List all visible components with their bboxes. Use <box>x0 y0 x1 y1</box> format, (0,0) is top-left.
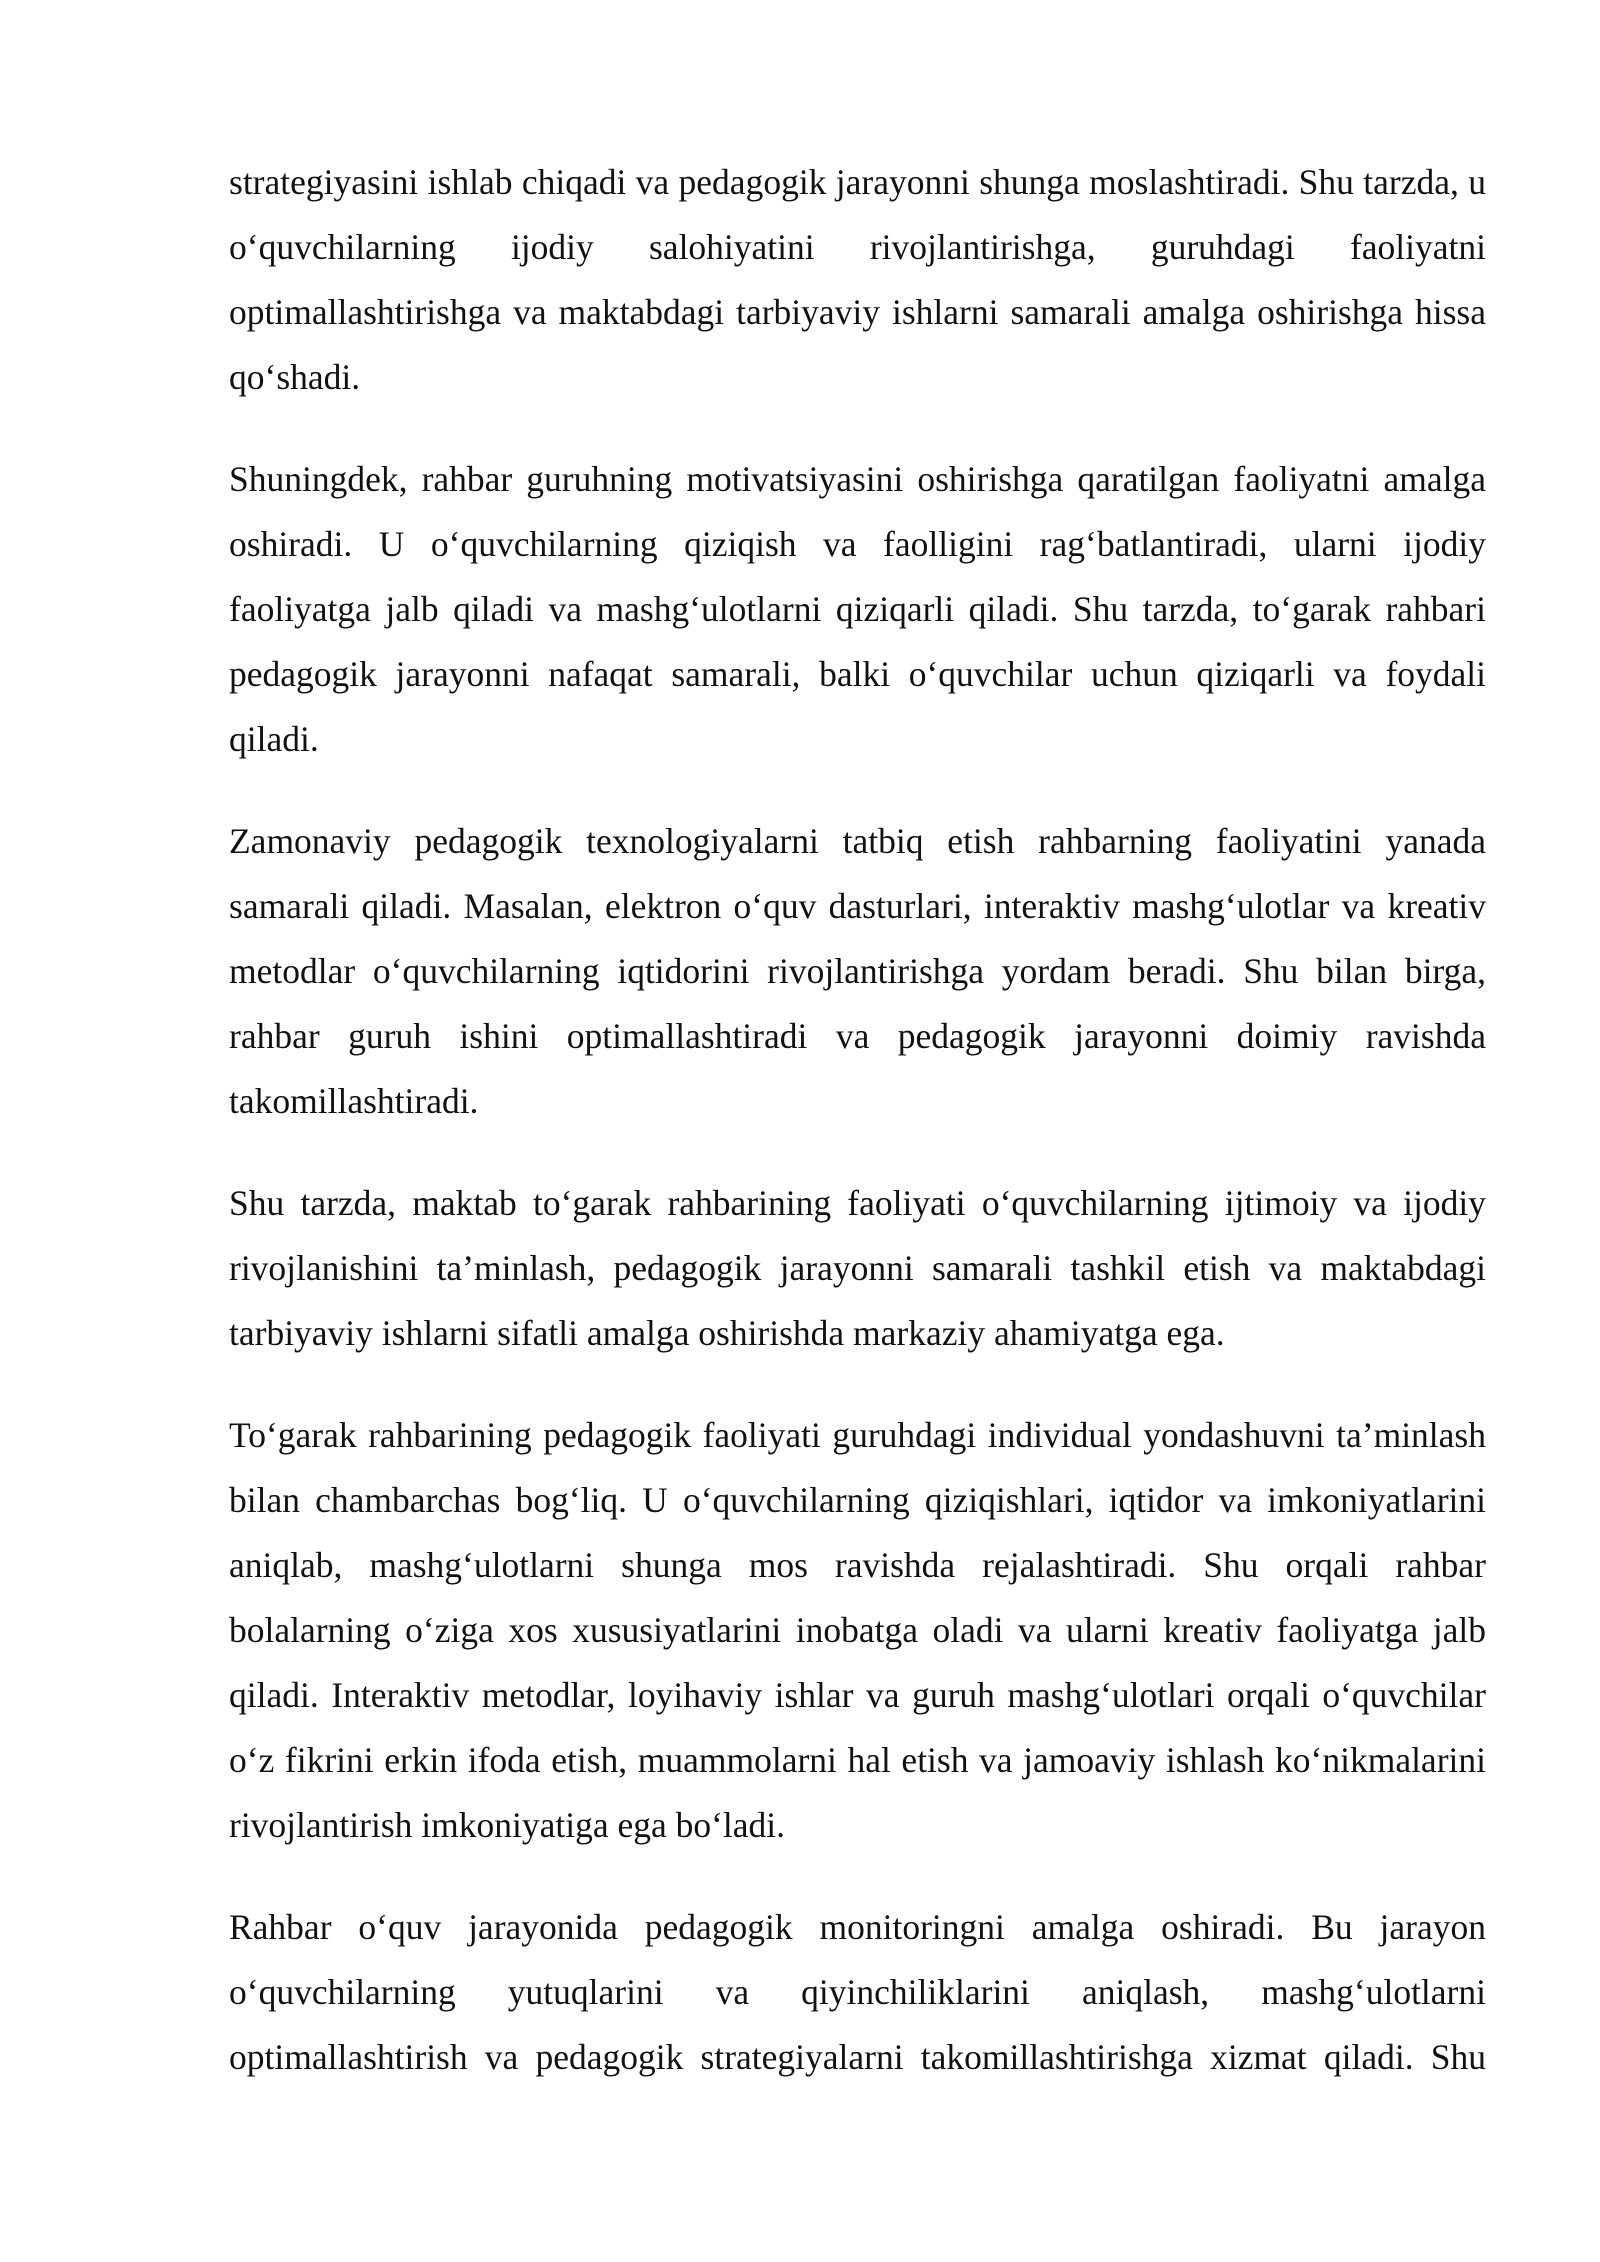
paragraph-6: Rahbar o‘quv jarayonida pedagogik monitoringni amalga oshiradi. Bu jarayon o‘quvchilarning yutuqlarini va qiyinchiliklarini aniqlash, mashg‘ulotlarni optimallashtirish va pedagogik strategiyalarni takomillashtirishga xizmat qiladi. Shu <box>229 1907 1486 2077</box>
paragraph-3: Zamonaviy pedagogik texnologiyalarni tatbiq etish rahbarning faoliyatini yanada samarali qiladi. Masalan, elektron o‘quv dasturlari, interaktiv mashg‘ulotlar va kreativ metodlar o‘quvchilarning iqtidorini rivojlantirishga yordam beradi. Shu bilan birga, rahbar guruh ishini optimallashtiradi va pedagogik jarayonni doimiy ravishda takomillashtiradi. <box>229 821 1486 1121</box>
paragraph-1: strategiyasini ishlab chiqadi va pedagogik jarayonni shunga moslashtiradi. Shu tarzda, u o‘quvchilarning ijodiy salohiyatini rivojlantirishga, guruhdagi faoliyatni optimallashtirishga va maktabdagi tarbiyaviy ishlarni samarali amalga oshirishga hissa qo‘shadi. <box>229 162 1486 397</box>
text-column <box>229 150 1486 2090</box>
paragraph-4: Shu tarzda, maktab to‘garak rahbarining faoliyati o‘quvchilarning ijtimoiy va ijodiy rivojlanishini ta’minlash, pedagogik jarayonni samarali tashkil etish va maktabdagi tarbiyaviy ishlarni sifatli amalga oshirishda markaziy ahamiyatga ega. <box>229 1183 1486 1353</box>
paragraph-2: Shuningdek, rahbar guruhning motivatsiyasini oshirishga qaratilgan faoliyatni amalga oshiradi. U o‘quvchilarning qiziqish va faolligini rag‘batlantiradi, ularni ijodiy faoliyatga jalb qiladi va mashg‘ulotlarni qiziqarli qiladi. Shu tarzda, to‘garak rahbari pedagogik jarayonni nafaqat samarali, balki o‘quvchilar uchun qiziqarli va foydali qiladi. <box>229 459 1486 759</box>
paragraph-5: To‘garak rahbarining pedagogik faoliyati guruhdagi individual yondashuvni ta’minlash bilan chambarchas bog‘liq. U o‘quvchilarning qiziqishlari, iqtidor va imkoniyatlarini aniqlab, mashg‘ulotlarni shunga mos ravishda rejalashtiradi. Shu orqali rahbar bolalarning o‘ziga xos xususiyatlarini inobatga oladi va ularni kreativ faoliyatga jalb qiladi. Interaktiv metodlar, loyihaviy ishlar va guruh mashg‘ulotlari orqali o‘quvchilar o‘z fikrini erkin ifoda etish, muammolarni hal etish va jamoaviy ishlash ko‘nikmalarini rivojlantirish imkoniyatiga ega bo‘ladi. <box>229 1415 1486 1845</box>
